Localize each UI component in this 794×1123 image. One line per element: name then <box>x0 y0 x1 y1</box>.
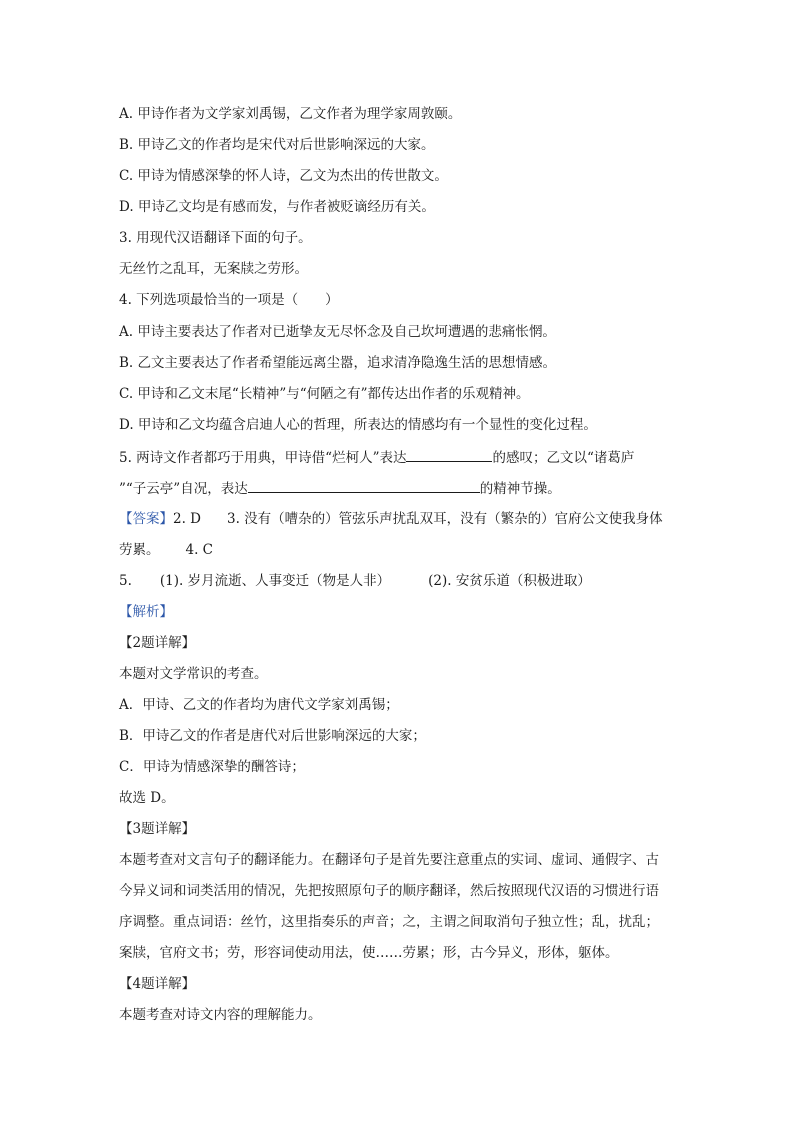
analysis-label: 【解析】 <box>119 604 173 620</box>
detail-3-line: 案牍，官府文书；劳，形容词使动用法，使……劳累；形，古今异义，形体，躯体。 <box>119 945 619 961</box>
answer-5-part2: (2). 安贫乐道（积极进取） <box>428 573 591 589</box>
detail-3-line: 本题考查对文言句子的翻译能力。在翻译句子是首先要注意重点的实词、虚词、通假字、古 <box>119 852 659 868</box>
question-5-text-3: ”“子云亭”自况，表达 <box>119 481 248 497</box>
detail-2-line: C．甲诗为情感深挚的酬答诗； <box>119 759 305 775</box>
question-4-prompt: 4. 下列选项最恰当的一项是（ ） <box>119 292 339 308</box>
option-q2-a: A. 甲诗作者为文学家刘禹锡，乙文作者为理学家周敦颐。 <box>119 106 462 122</box>
question-5-text-2: 的感叹；乙文以“诸葛庐 <box>492 450 635 466</box>
detail-3-line: 序调整。重点词语：丝竹，这里指奏乐的声音；之，主谓之间取消句子独立性；乱，扰乱； <box>119 914 659 930</box>
question-5-text-1: 5. 两诗文作者都巧于用典，甲诗借“烂柯人”表达 <box>119 450 407 466</box>
answer-blank-2[interactable] <box>248 478 480 493</box>
answer-5-part1: (1). 岁月流逝、人事变迁（物是人非） <box>159 573 391 589</box>
answer-blank-1[interactable] <box>406 447 492 462</box>
answer-3-line2: 劳累。 <box>119 542 160 558</box>
answer-3-line1: 3. 没有（嘈杂的）管弦乐声扰乱双耳，没有（繁杂的）官府公文使我身体 <box>227 511 663 527</box>
answer-4: 4. C <box>185 542 214 558</box>
detail-3-heading: 【3题详解】 <box>119 821 196 837</box>
question-3-sentence: 无丝竹之乱耳，无案牍之劳形。 <box>119 261 308 277</box>
detail-2-line: B．甲诗乙文的作者是唐代对后世影响深远的大家； <box>119 728 426 744</box>
question-5-line1 <box>119 447 634 468</box>
option-q4-a: A. 甲诗主要表达了作者对已逝挚友无尽怀念及自己坎坷遭遇的悲痛怅惘。 <box>119 324 556 340</box>
option-q4-b: B. 乙文主要表达了作者希望能远离尘嚣，追求清净隐逸生活的思想情感。 <box>119 355 557 371</box>
answer-line1 <box>119 509 663 529</box>
option-q2-d: D. 甲诗乙文均是有感而发，与作者被贬谪经历有关。 <box>119 199 435 215</box>
question-5-text-4: 的精神节操。 <box>479 481 561 497</box>
option-q4-c: C. 甲诗和乙文末尾“长精神”与“何陋之有”都传达出作者的乐观精神。 <box>119 386 530 402</box>
detail-2-line: 本题对文学常识的考查。 <box>119 666 268 682</box>
option-q2-b: B. 甲诗乙文的作者均是宋代对后世影响深远的大家。 <box>119 137 435 153</box>
detail-4-heading: 【4题详解】 <box>119 976 196 992</box>
detail-2-line: 故选 D。 <box>119 790 175 806</box>
answer-5-number: 5. <box>119 573 132 589</box>
question-3-prompt: 3. 用现代汉语翻译下面的句子。 <box>119 230 312 246</box>
answer-2: 2. D <box>173 511 201 527</box>
question-5-line2 <box>119 478 561 499</box>
detail-3-line: 今异义词和词类活用的情况，先把按照原句子的顺序翻译，然后按照现代汉语的习惯进行语 <box>119 883 659 899</box>
option-q2-c: C. 甲诗为情感深挚的怀人诗，乙文为杰出的传世散文。 <box>119 168 448 184</box>
detail-2-heading: 【2题详解】 <box>119 635 196 651</box>
answer-label: 【答案】 <box>119 511 173 527</box>
answer-line3 <box>119 571 591 591</box>
detail-2-line: A．甲诗、乙文的作者均为唐代文学家刘禹锡； <box>119 697 399 713</box>
answer-line2 <box>119 540 213 560</box>
detail-4-line: 本题考查对诗文内容的理解能力。 <box>119 1007 322 1023</box>
option-q4-d: D. 甲诗和乙文均蕴含启迪人心的哲理，所表达的情感均有一个显性的变化过程。 <box>119 417 597 433</box>
